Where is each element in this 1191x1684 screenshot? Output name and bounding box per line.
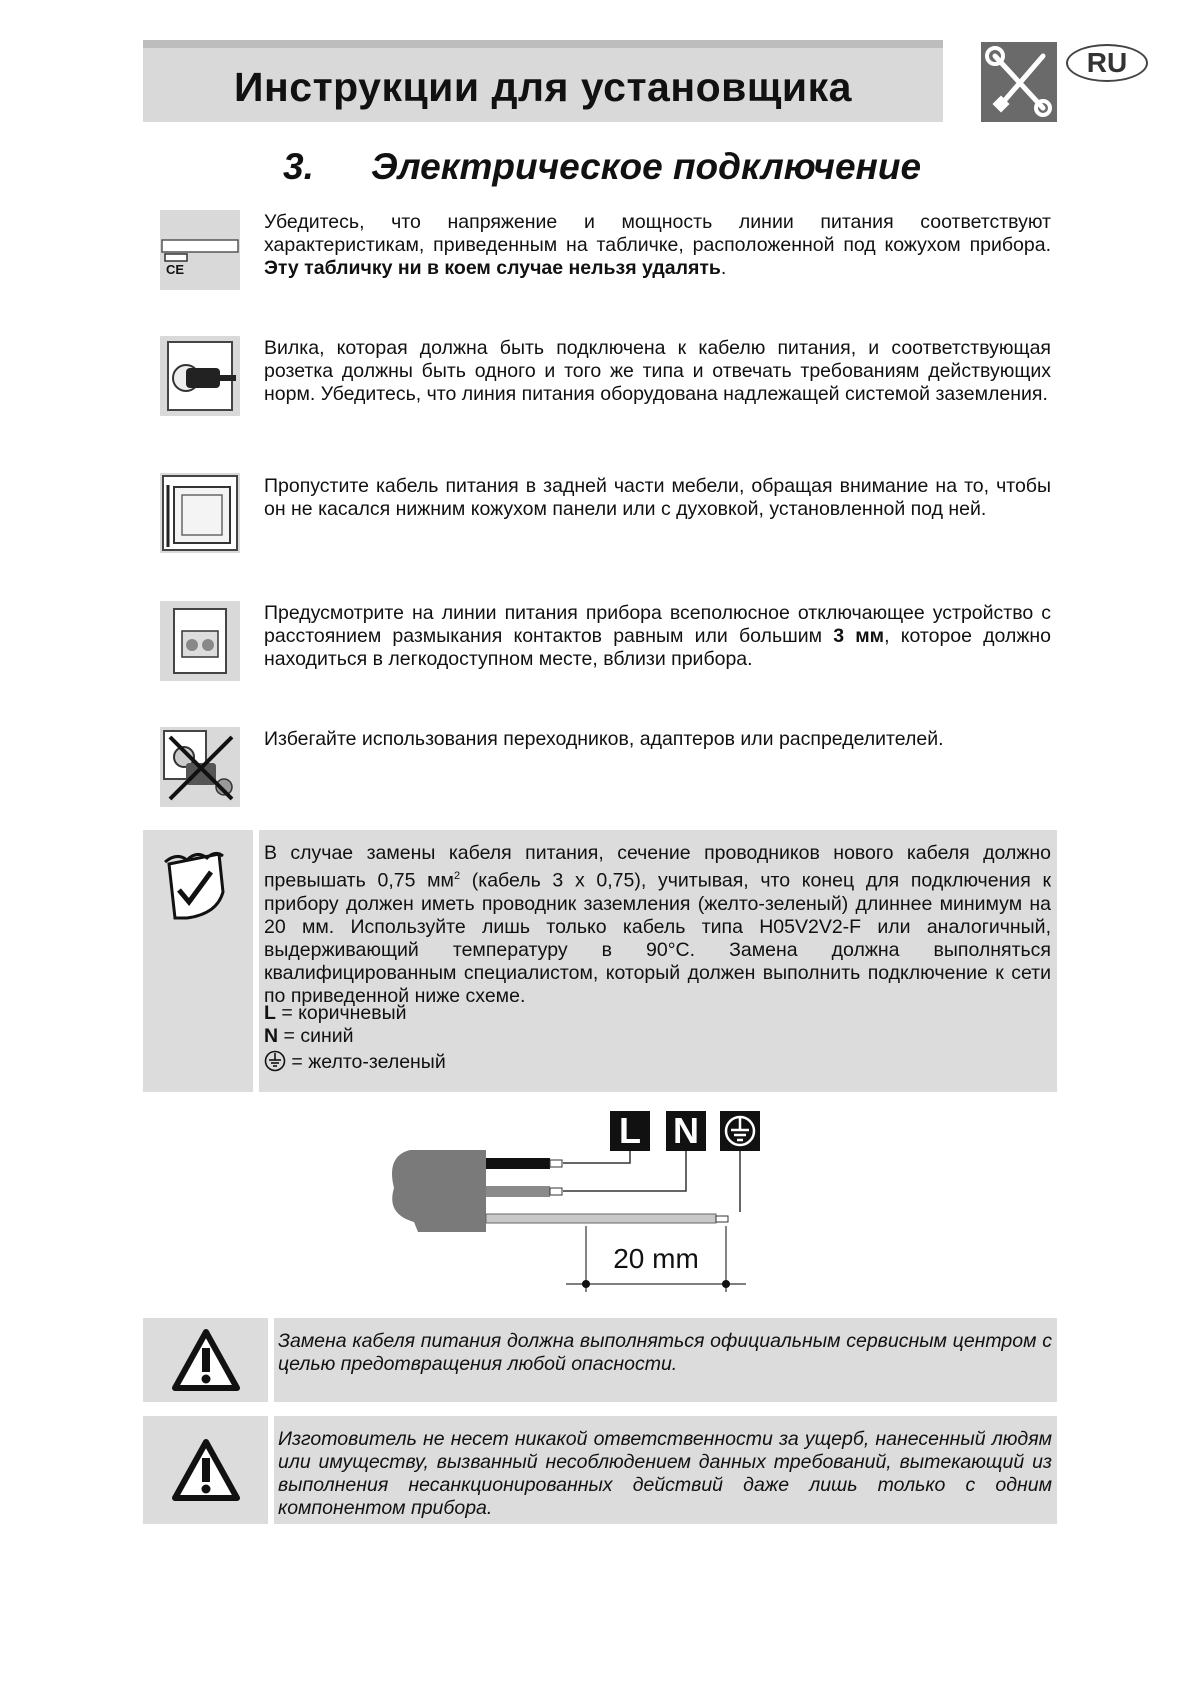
rating-plate-icon <box>160 210 240 290</box>
wiring-diagram <box>380 1106 820 1296</box>
page-header-title: Инструкции для установщика <box>234 64 852 110</box>
instruction-tail: . <box>720 257 727 279</box>
legend-value: = коричневый <box>275 1002 407 1024</box>
note-superscript: 2 <box>453 870 461 882</box>
warning-icon-panel <box>143 1318 268 1402</box>
instruction-text: Предусмотрите на линии питания прибора всеполюсное отключающее устройство с расстоянием размыкания контактов равным или большим <box>264 602 1051 647</box>
disconnect-switch-icon <box>160 601 240 681</box>
instruction-text: Убедитесь, что напряжение и мощность линии питания соответствуют характеристикам, приведенным на табличке, расположенной под кожухом прибора. <box>264 211 1051 256</box>
warning-triangle-icon <box>171 1328 241 1392</box>
header-bar <box>143 40 943 122</box>
plug-socket-icon <box>160 336 240 416</box>
instruction-bold: 3 мм <box>833 625 885 647</box>
section-title <box>283 146 921 188</box>
legend-earth <box>264 1050 664 1074</box>
instruction-cable-routing: Пропустите кабель питания в задней части мебели, обращая внимание на то, чтобы он не касался нижним кожухом панели или с духовкой, установленной под ней. <box>264 475 1051 520</box>
note-text-part1: В случае замены кабеля питания, сечение проводников нового кабеля должно превышать 0,75 мм <box>264 842 1051 892</box>
legend-n <box>264 1025 664 1048</box>
wire-live <box>486 1158 550 1169</box>
instruction-disconnect-device <box>264 602 1051 671</box>
earth-symbol-icon <box>264 1050 286 1072</box>
instruction-no-adapters: Избегайте использования переходников, адаптеров или распределителей. <box>264 728 944 750</box>
warning-service-text: Замена кабеля питания должна выполняться официальным сервисным центром с целью предотвращения любой опасности. <box>278 1330 1052 1375</box>
legend-value: = синий <box>278 1025 354 1047</box>
cable-sheath <box>392 1150 486 1232</box>
cable-replacement-note <box>264 842 1051 1008</box>
ce-mark: CE <box>166 262 185 277</box>
tools-icon <box>981 42 1057 122</box>
language-badge: RU <box>1066 44 1148 82</box>
legend-key: N <box>264 1025 279 1047</box>
label-n: N <box>673 1110 699 1151</box>
note-icon-panel <box>143 830 253 1092</box>
warning-icon-panel <box>143 1416 268 1524</box>
wire-neutral <box>486 1186 550 1197</box>
legend-key: L <box>264 1002 276 1024</box>
warning-liability-panel <box>274 1416 1057 1524</box>
warning-service-panel <box>274 1318 1057 1402</box>
legend-l <box>264 1002 664 1025</box>
instruction-rating-plate <box>264 211 1051 280</box>
instruction-tail: , которое должно находиться в легкодоступном месте, вблизи прибора. <box>264 625 1051 670</box>
dimension-label: 20 mm <box>613 1243 699 1274</box>
instruction-plug: Вилка, которая должна быть подключена к кабелю питания, и соответствующая розетка должны быть одного и того же типа и отвечать требованиям действующих норм. Убедитесь, что линия питания оборудована надлежащей системой заземления. <box>264 337 1051 405</box>
section-title-text: Электрическое подключение <box>371 146 922 187</box>
cabinet-cable-icon <box>160 473 240 553</box>
checklist-notepad-icon <box>157 844 235 924</box>
instruction-bold: Эту табличку ни в коем случае нельзя удалять <box>264 257 721 279</box>
no-adapters-icon <box>160 727 240 807</box>
legend-value: = желто-зеленый <box>286 1051 446 1073</box>
warning-triangle-icon <box>171 1438 241 1502</box>
section-number: 3. <box>283 146 314 187</box>
warning-liability-text: Изготовитель не несет никакой ответственности за ущерб, нанесенный людям или имуществу, вызванный несоблюдением данных требований, вытекающий из выполнения несанкционированных действий даже лишь только с одним компонентом прибора. <box>278 1428 1052 1519</box>
wire-earth <box>486 1214 716 1223</box>
label-l: L <box>619 1110 641 1151</box>
note-text-part2: (кабель 3 x 0,75), учитывая, что конец для подключения к прибору должен иметь проводник заземления (желто-зеленый) длиннее минимум на 20 мм. Используйте лишь только кабель типа H05V2V2-F или аналогичный, выдерживающий температуру в 90°C. Замена должна выполняться квалифицированным специалистом, который должен выполнить подключение к сети по приведенной ниже схеме. <box>264 869 1051 1007</box>
